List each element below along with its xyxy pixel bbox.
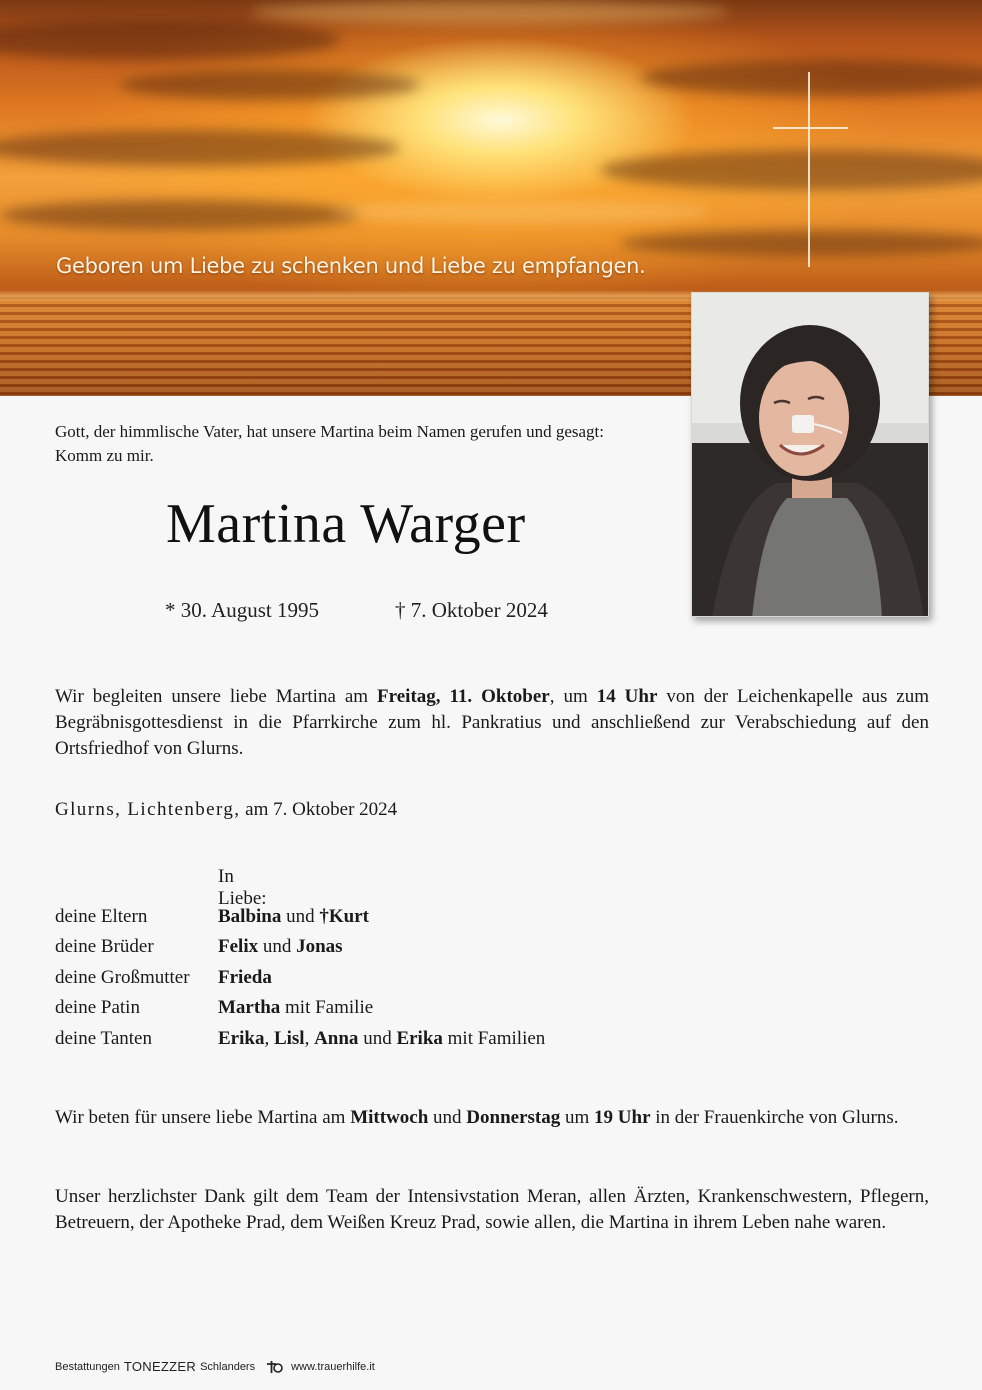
motto: Geboren um Liebe zu schenken und Liebe zu empfangen. <box>56 254 646 278</box>
mourner-names: Balbina und †Kurt <box>218 906 369 927</box>
intro-text <box>55 420 685 468</box>
place-date: Glurns, Lichtenberg, am 7. Oktober 2024 <box>55 799 398 820</box>
mourners-heading: In Liebe: <box>218 866 267 909</box>
cross-icon <box>808 72 810 267</box>
life-dates <box>165 598 548 623</box>
mourner-relation: deine Tanten <box>55 1028 152 1049</box>
intro-line: Gott, der himmlische Vater, hat unsere Martina beim Namen gerufen und gesagt: <box>55 422 604 441</box>
portrait-image <box>692 293 929 617</box>
mourner-names: Erika, Lisl, Anna und Erika mit Familien <box>218 1028 546 1049</box>
mourner-relation: deine Eltern <box>55 906 148 927</box>
birth-date: * 30. August 1995 <box>165 598 320 622</box>
portrait-photo <box>691 292 929 617</box>
website-link[interactable]: www.trauerhilfe.it <box>291 1360 375 1373</box>
funeral-paragraph: Wir begleiten unsere liebe Martina am Freitag, 11. Oktober, um 14 Uhr von der Leichenkapelle aus zum Begräbnisgottesdienst in die Pfarrkirche zum hl. Pankratius und anschließend zur Verabschiedung auf den Ortsfriedhof von Glurns. <box>55 686 930 759</box>
mourner-names: Martha mit Familie <box>218 997 374 1018</box>
funeral-home-name: TONEZZER <box>123 1359 197 1374</box>
thanks-paragraph: Unser herzlichster Dank gilt dem Team der Intensivstation Meran, allen Ärzten, Krankenschwestern, Pflegern, Betreuern, der Apotheke Prad, dem Weißen Kreuz Prad, sowie allen, die Martina in ihrem Leben nahe waren. <box>55 1186 929 1233</box>
mourner-relation: deine Brüder <box>55 936 154 957</box>
mourner-names: Felix und Jonas <box>218 936 343 957</box>
mourner-relation: deine Patin <box>55 997 140 1018</box>
funeral-date: Freitag, 11. Oktober <box>377 686 550 707</box>
funeral-time: 14 Uhr <box>596 686 658 707</box>
footer: Bestattungen TONEZZER Schlanders www.trauerhilfe.it <box>55 1359 375 1374</box>
mourner-relation: deine Großmutter <box>55 967 190 988</box>
trauerhilfe-logo-icon <box>264 1360 284 1374</box>
intro-line: Komm zu mir. <box>55 446 154 465</box>
mourner-names: Frieda <box>218 967 272 988</box>
prayer-paragraph: Wir beten für unsere liebe Martina am Mittwoch und Donnerstag um 19 Uhr in der Frauenkirche von Glurns. <box>55 1107 899 1128</box>
death-date: † 7. Oktober 2024 <box>395 598 548 622</box>
deceased-name: Martina Warger <box>166 493 526 555</box>
